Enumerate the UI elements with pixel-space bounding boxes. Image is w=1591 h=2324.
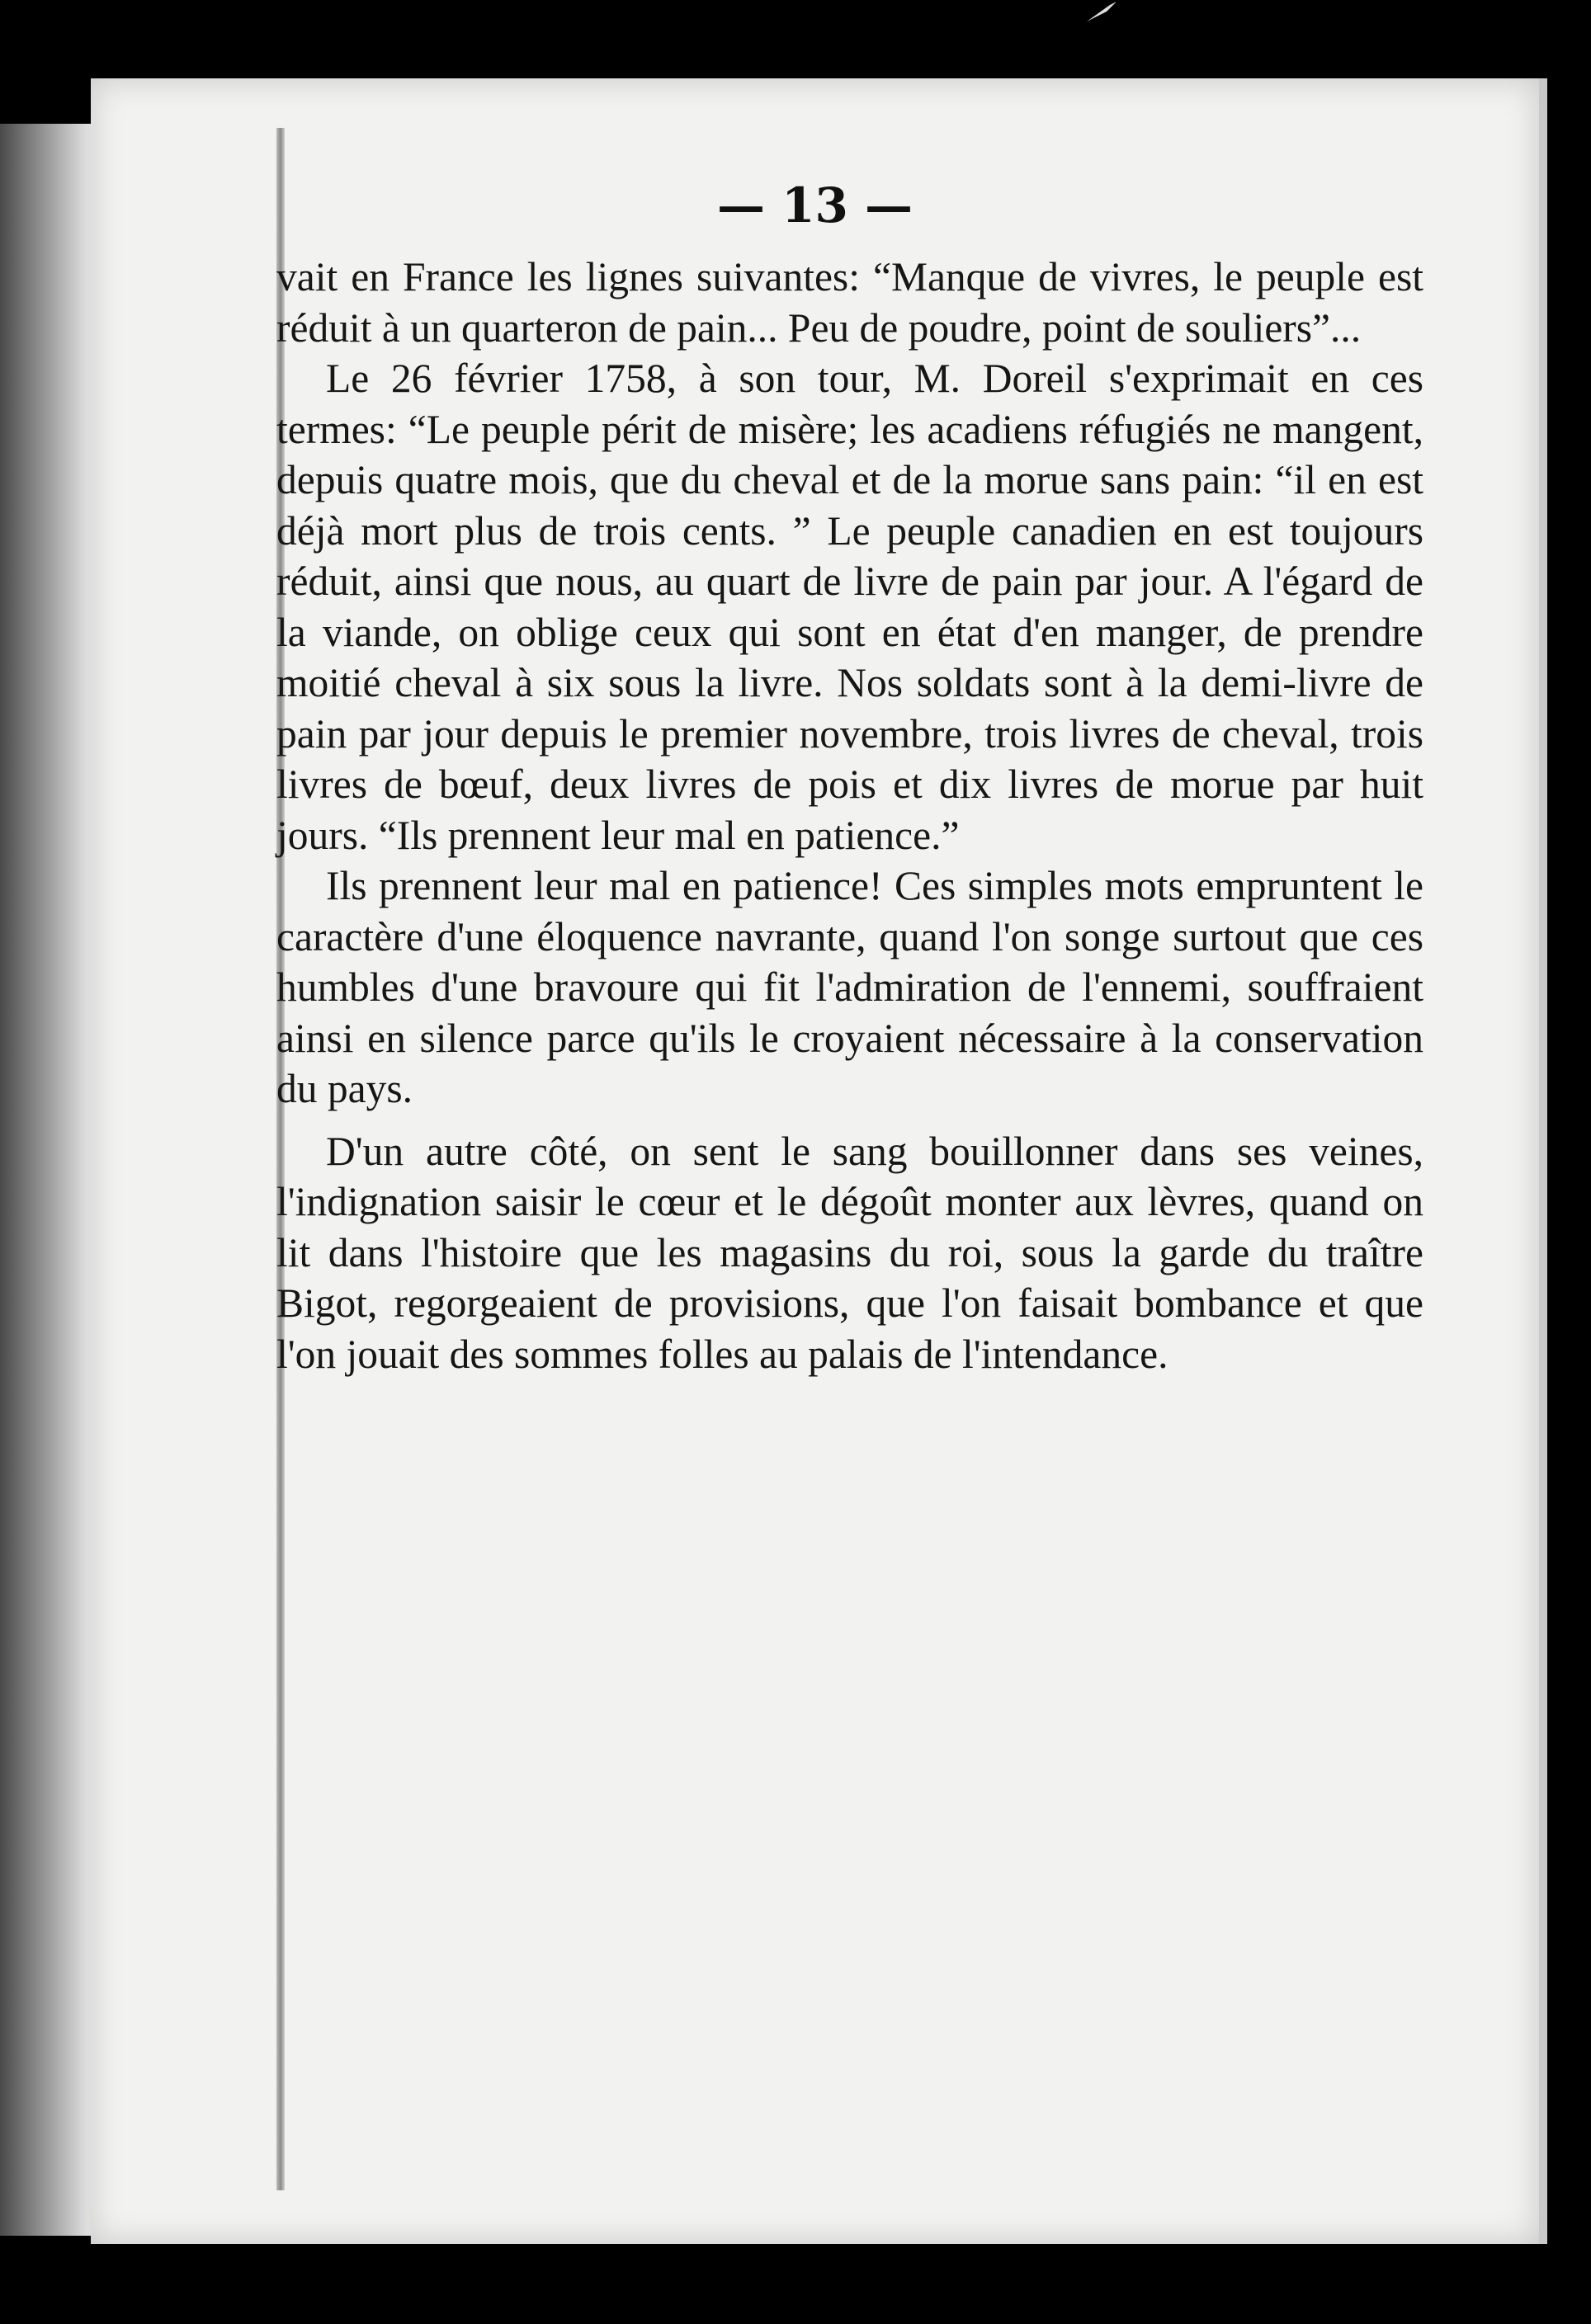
paragraph-4: D'un autre côté, on sent le sang bouillonner dans ses veines, l'indignation saisir le cœur et le dégoût monter aux lèvres, quand on lit dans l'histoire que les magasins du roi, sous la garde du traître Bigot, regorgeaient de provisions, que l'on faisait bombance et que l'on jouait des sommes folles au palais de l'intendance. [276, 1128, 1423, 1377]
paragraph-1: vait en France les lignes suivantes: “Manque de vivres, le peuple est réduit à un quarteron de pain... Peu de poudre, point de souliers”... [276, 254, 1423, 351]
book-page [91, 78, 1547, 2244]
paragraph-2: Le 26 février 1758, à son tour, M. Doreil s'exprimait en ces termes: “Le peuple périt de misère; les acadiens réfugiés ne mangent, depuis quatre mois, que du cheval et de la morue sans pain: “il en est déjà mort plus de trois cents. ” Le peuple canadien en est toujours réduit, ainsi que nous, au quart de livre de pain par jour. A l'égard de la viande, on oblige ceux qui sont en état d'en manger, de prendre moitié cheval à six sous la livre. Nos soldats sont à la demi-livre de pain par jour depuis le premier novembre, trois livres de cheval, trois livres de bœuf, deux livres de pois et dix livres de morue par huit jours. “Ils prennent leur mal en patience.” [276, 356, 1423, 858]
scan-artifact-mark [1085, 0, 1118, 25]
page-number: — 13 — [716, 177, 914, 233]
paragraph-3: Ils prennent leur mal en patience! Ces simples mots empruntent le caractère d'une éloquence navrante, quand l'on songe surtout que ces humbles d'une bravoure qui fit l'admiration de l'ennemi, souffraient ainsi en silence parce qu'ils le croyaient nécessaire à la conservation du pays. [276, 863, 1423, 1111]
body-text [276, 252, 1423, 1379]
